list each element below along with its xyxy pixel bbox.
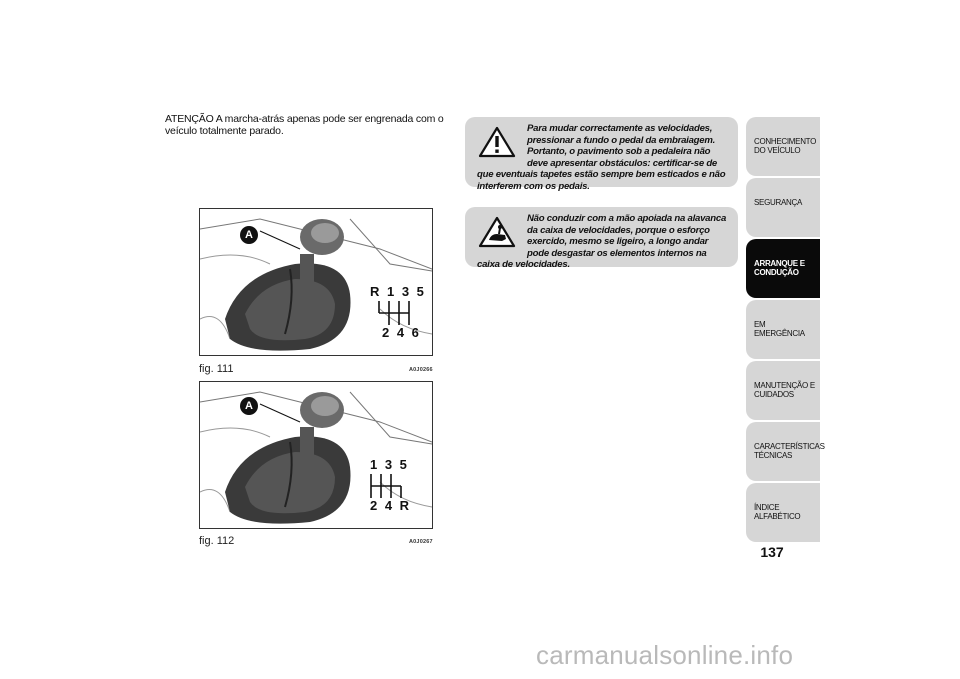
- attention-note: ATENÇÃO A marcha-atrás apenas pode ser engrenada com o veículo totalmente parado.: [165, 113, 444, 137]
- figure-112-gearshift: [199, 381, 433, 529]
- tab-conhecimento[interactable]: CONHECIMENTO DO VEÍCULO: [746, 117, 820, 176]
- warning-text-clutch: Para mudar correctamente as velocidades, pressionar a fundo o pedal da embraiagem. Portanto, o pavimento sob a pedaleira não deve apresentar obstáculos: certificar-se de que eventuais tapetes estão sempre bem esticados e não interferem com os pedais.: [477, 123, 726, 192]
- gear-pattern-bottom: 2 4 6: [382, 325, 421, 340]
- warning-box-clutch: [465, 117, 738, 192]
- figure-caption: fig. 111: [199, 363, 234, 375]
- figure-code: A0J0267: [409, 539, 433, 545]
- gear-gate-lines: [366, 474, 412, 498]
- gear-gate-lines: [374, 301, 420, 325]
- gear-pattern-bottom: 2 4 R: [370, 498, 412, 513]
- callout-a: A: [240, 226, 258, 244]
- warning-triangle-icon: [477, 125, 523, 161]
- tab-manutencao[interactable]: MANUTENÇÃO E CUIDADOS: [746, 361, 820, 420]
- chapter-tabs: [746, 117, 825, 544]
- tab-seguranca[interactable]: SEGURANÇA: [746, 178, 820, 237]
- gear-pattern-top: R 1 3 5: [370, 284, 426, 299]
- figure-code: A0J0266: [409, 367, 433, 373]
- warning-box-hand: [465, 207, 738, 270]
- hand-on-gearstick-icon: [477, 215, 523, 251]
- tab-caracteristicas[interactable]: CARACTERÍSTICAS TÉCNICAS: [746, 422, 820, 481]
- tab-arranque[interactable]: ARRANQUE E CONDUÇÃO: [746, 239, 820, 298]
- callout-a: A: [240, 397, 258, 415]
- tab-emergencia[interactable]: EM EMERGÊNCIA: [746, 300, 820, 359]
- figure-111-gearshift: [199, 208, 433, 356]
- tab-indice[interactable]: ÍNDICE ALFABÉTICO: [746, 483, 820, 542]
- warning-text-hand: Não conduzir com a mão apoiada na alavanca da caixa de velocidades, porque o esforço exercido, mesmo se ligeiro, a longo andar pode desgastar os elementos internos na caixa de velocidades.: [477, 213, 727, 270]
- figure-caption: fig. 112: [199, 535, 235, 547]
- gear-pattern-top: 1 3 5: [370, 457, 409, 472]
- page-number: 137: [760, 544, 784, 560]
- watermark: carmanualsonline.info: [536, 640, 794, 670]
